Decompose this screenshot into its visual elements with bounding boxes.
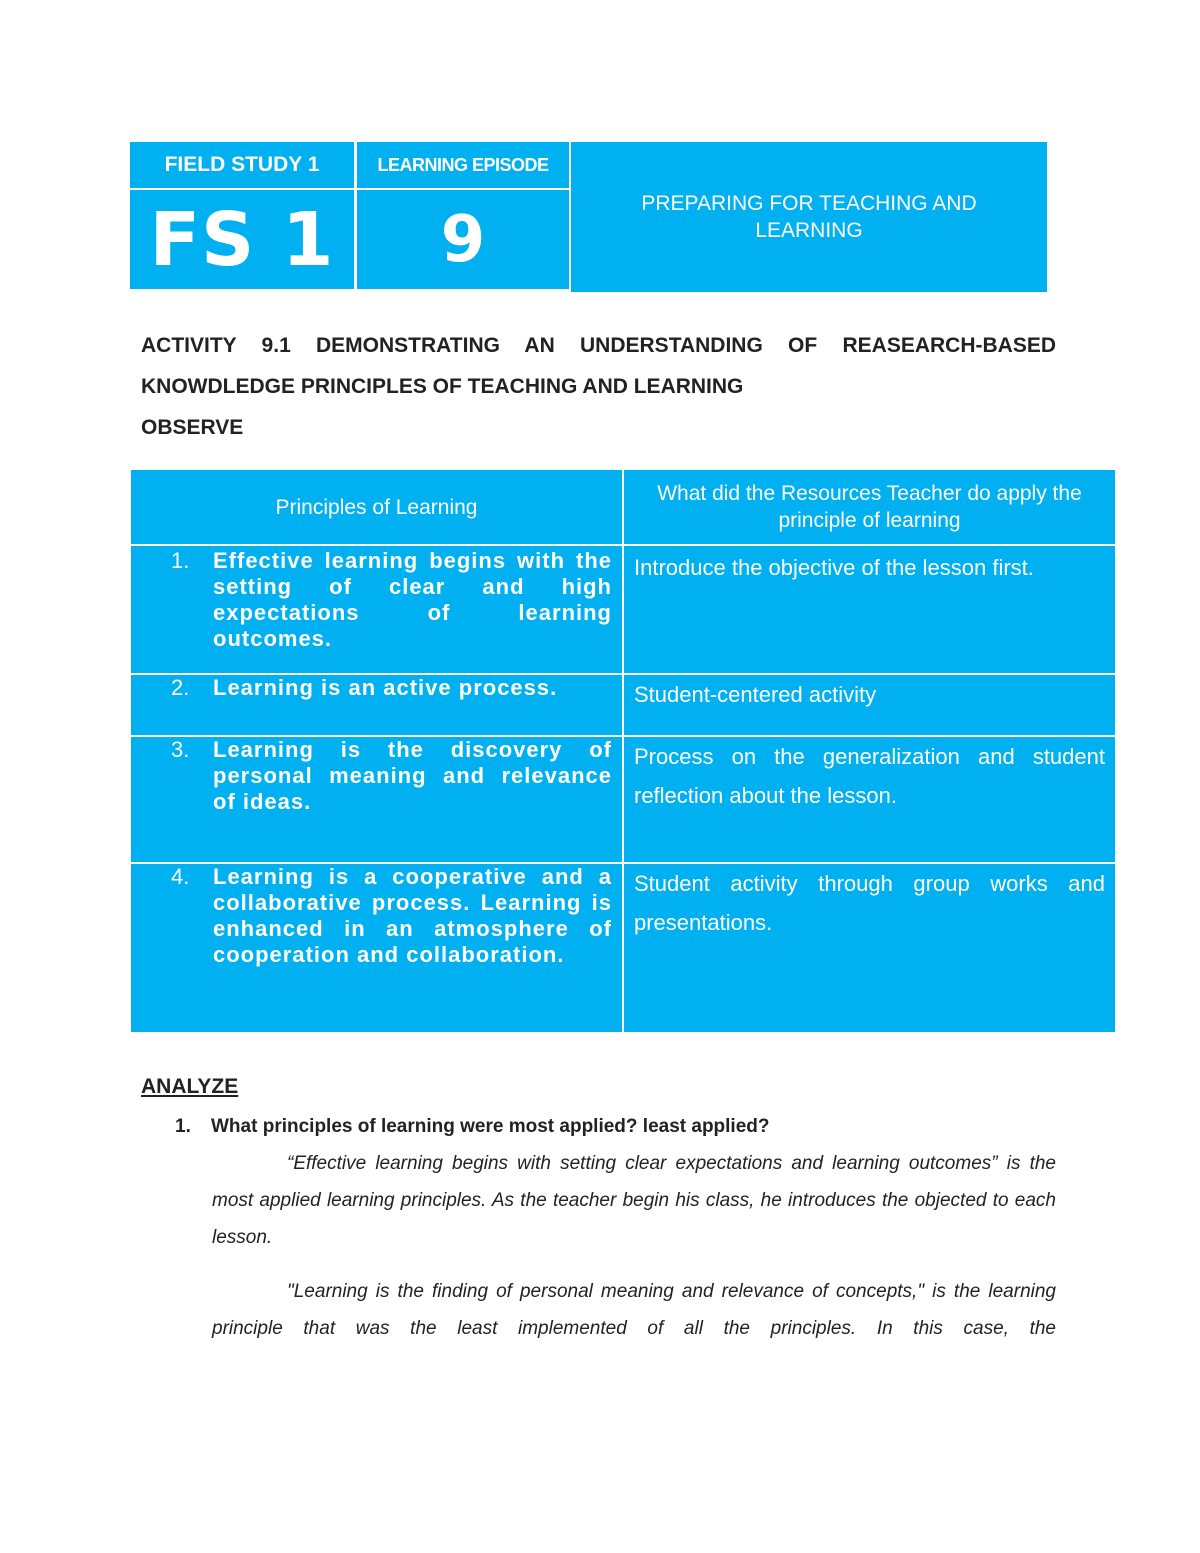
analyze-heading: ANALYZE (141, 1075, 239, 1098)
table-row (130, 674, 1116, 736)
principle-cell (130, 736, 623, 863)
principle-cell (130, 863, 623, 1033)
principle-cell (130, 545, 623, 674)
principle-text: Learning is a cooperative and a collaborative process. Learning is enhanced in an atmosphere of cooperation and collaboration. (213, 864, 612, 967)
fs-code: FS 1 (130, 190, 354, 289)
activity-title-line1: ACTIVITY 9.1 DEMONSTRATING AN UNDERSTANDING OF REASEARCH-BASED (141, 334, 1056, 357)
answer-paragraph-1 (212, 1145, 1056, 1256)
principle-cell (130, 674, 623, 736)
teacher-action-cell: Student-centered activity (623, 674, 1116, 736)
table-header-row (130, 469, 1116, 545)
question-number: 1. (175, 1116, 191, 1137)
principles-table (130, 469, 1116, 1033)
teacher-action-cell: Process on the generalization and student reflection about the lesson. (623, 736, 1116, 863)
episode-title: PREPARING FOR TEACHING AND LEARNING (571, 142, 1047, 292)
table-row (130, 863, 1116, 1033)
learning-episode-label: LEARNING EPISODE (357, 142, 569, 188)
episode-number: 9 (357, 190, 569, 289)
answer-paragraph-2-text: "Learning is the finding of personal meaning and relevance of concepts," is the learning principle that was the least implemented of all the principles. In this case, the (212, 1281, 1056, 1339)
question-text: What principles of learning were most applied? least applied? (211, 1116, 770, 1137)
principle-number: 1. (171, 548, 190, 573)
principle-number: 2. (171, 675, 190, 700)
column-header-principles: Principles of Learning (130, 469, 623, 545)
activity-title-line2: KNOWDLEDGE PRINCIPLES OF TEACHING AND LEARNING (141, 375, 744, 398)
teacher-action-cell: Student activity through group works and presentations. (623, 863, 1116, 1033)
principle-text: Effective learning begins with the setting of clear and high expectations of learning outcomes. (213, 548, 612, 651)
section-observe: OBSERVE (141, 416, 244, 439)
column-header-teacher-action: What did the Resources Teacher do apply the principle of learning (623, 469, 1116, 545)
principle-number: 4. (171, 864, 190, 889)
teacher-action-cell: Introduce the objective of the lesson first. (623, 545, 1116, 674)
answer-paragraph-1-text: “Effective learning begins with setting clear expectations and learning outcomes” is the most applied learning principles. As the teacher begin his class, he introduces the objected to each lesson. (212, 1153, 1056, 1248)
table-row (130, 736, 1116, 863)
principle-text: Learning is an active process. (213, 675, 558, 700)
answer-paragraph-2 (212, 1273, 1056, 1347)
episode-header (130, 142, 1047, 292)
field-study-label: FIELD STUDY 1 (130, 142, 354, 188)
table-row (130, 545, 1116, 674)
principle-number: 3. (171, 737, 190, 762)
analyze-question (175, 1116, 770, 1138)
principle-text: Learning is the discovery of personal meaning and relevance of ideas. (213, 737, 612, 814)
activity-heading (141, 330, 1056, 453)
